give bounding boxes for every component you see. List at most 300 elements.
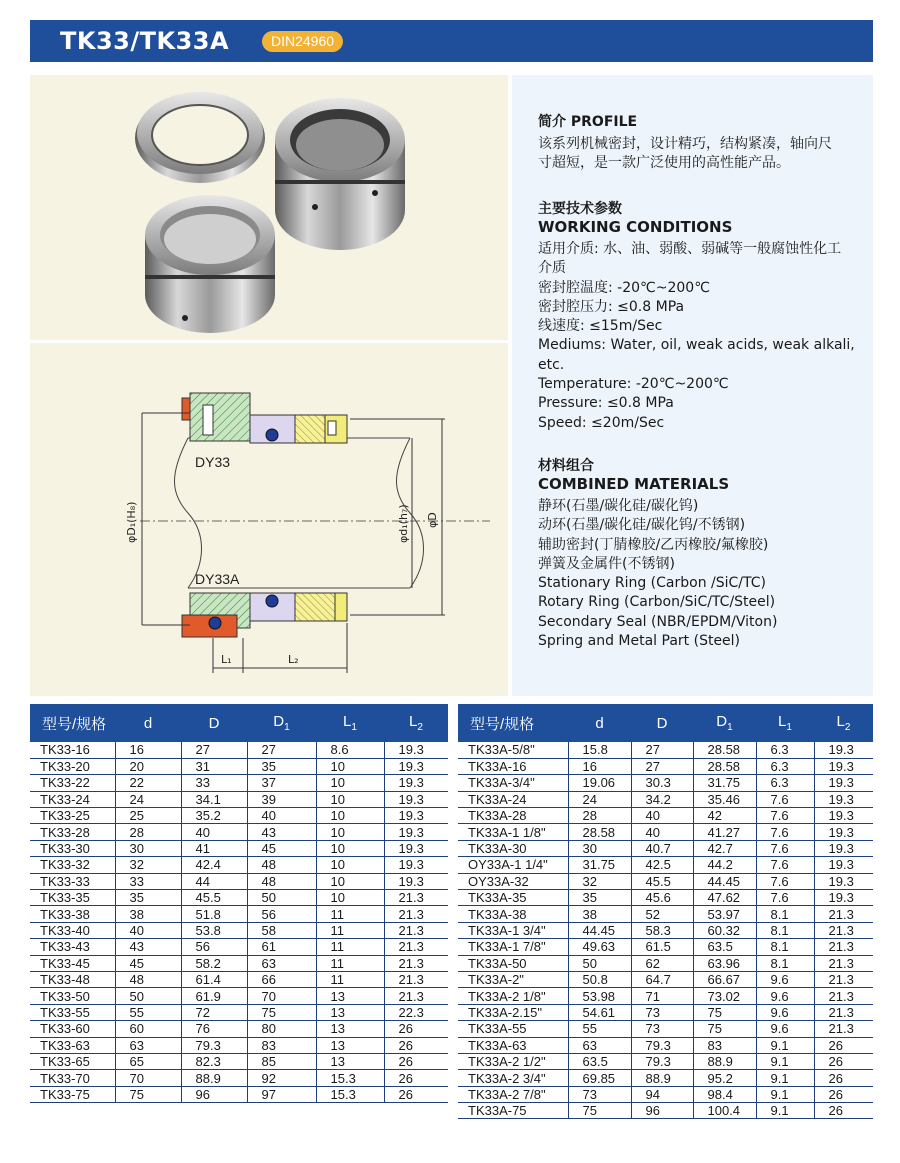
table-cell: 30.3 — [631, 775, 693, 791]
table-cell: 43 — [247, 824, 316, 840]
table-cell: 53.8 — [181, 922, 247, 938]
table-cell: 51.8 — [181, 906, 247, 922]
table-cell: 21.3 — [814, 1021, 873, 1037]
table-cell: 21.3 — [384, 955, 448, 971]
table-cell: 48 — [115, 971, 181, 987]
table-row — [458, 808, 873, 824]
profile-line-2: 寸超短，是一款广泛使用的高性能产品。 — [538, 155, 790, 172]
table-cell: TK33-45 — [30, 955, 115, 971]
materials-heading-en: COMBINED MATERIALS — [538, 475, 730, 493]
table-cell: 21.3 — [814, 1004, 873, 1020]
table-cell: 40.7 — [631, 840, 693, 856]
table-cell: 6.3 — [756, 758, 814, 774]
table-cell: 26 — [384, 1053, 448, 1069]
table-row — [30, 955, 448, 971]
table-cell: 15.3 — [316, 1070, 384, 1086]
working-line-8: Temperature: -20℃~200℃ — [538, 376, 729, 393]
table-cell: TK33A-2 3/4" — [458, 1070, 568, 1086]
table-cell: 9.6 — [756, 1004, 814, 1020]
column-header: $L_1$ — [316, 704, 384, 742]
table-cell: TK33-65 — [30, 1053, 115, 1069]
table-row — [30, 758, 448, 774]
table-cell: 26 — [384, 1037, 448, 1053]
table-cell: 6.3 — [756, 775, 814, 791]
table-cell: 34.2 — [631, 791, 693, 807]
materials-line-6: Rotary Ring (Carbon/SiC/TC/Steel) — [538, 594, 776, 611]
table-cell: 21.3 — [814, 906, 873, 922]
table-cell: 21.3 — [814, 955, 873, 971]
table-cell: 26 — [384, 1021, 448, 1037]
table-cell: TK33-28 — [30, 824, 115, 840]
table-cell: 30 — [115, 840, 181, 856]
table-cell: OY33A-32 — [458, 873, 568, 889]
table-cell: 26 — [814, 1037, 873, 1053]
table-cell: 50 — [115, 988, 181, 1004]
table-cell: 10 — [316, 857, 384, 873]
column-header: 型号/规格 — [458, 704, 568, 742]
table-body — [458, 742, 873, 1119]
table-row — [30, 742, 448, 758]
working-line-5: 线速度: ≤15m/Sec — [538, 318, 663, 335]
profile-section — [538, 113, 832, 174]
table-cell: 21.3 — [384, 971, 448, 987]
table-cell: 55 — [568, 1021, 631, 1037]
table-cell: 10 — [316, 873, 384, 889]
rotary-ring-image — [145, 195, 275, 333]
table-cell: 9.6 — [756, 971, 814, 987]
table-cell: 97 — [247, 1086, 316, 1102]
table-cell: 35 — [247, 758, 316, 774]
table-cell: 24 — [115, 791, 181, 807]
table-cell: 21.3 — [814, 988, 873, 1004]
table-cell: 40 — [631, 824, 693, 840]
table-cell: TK33A-75 — [458, 1103, 568, 1119]
table-row — [458, 742, 873, 758]
table-cell: 28.58 — [693, 742, 756, 758]
table-cell: 62 — [631, 955, 693, 971]
table-cell: 32 — [115, 857, 181, 873]
table-row — [30, 922, 448, 938]
table-cell: TK33-25 — [30, 808, 115, 824]
table-cell: 45 — [115, 955, 181, 971]
table-cell: 11 — [316, 955, 384, 971]
table-cell: 64.7 — [631, 971, 693, 987]
table-cell: 7.6 — [756, 857, 814, 873]
column-header: d — [115, 704, 181, 742]
table-cell: 8.1 — [756, 939, 814, 955]
table-row — [458, 1053, 873, 1069]
table-cell: 50.8 — [568, 971, 631, 987]
table-cell: 8.1 — [756, 906, 814, 922]
table-cell: OY33A-1 1/4" — [458, 857, 568, 873]
top-seal-section — [182, 393, 347, 443]
table-cell: 60.32 — [693, 922, 756, 938]
table-row — [30, 808, 448, 824]
materials-line-7: Secondary Seal (NBR/EPDM/Viton) — [538, 613, 778, 630]
table-cell: 35 — [115, 890, 181, 906]
table-cell: 33 — [115, 873, 181, 889]
table-cell: 31.75 — [693, 775, 756, 791]
table-cell: 63 — [115, 1037, 181, 1053]
table-cell: 73 — [631, 1004, 693, 1020]
table-cell: TK33A-1 1/8" — [458, 824, 568, 840]
table-row — [458, 955, 873, 971]
table-cell: 7.6 — [756, 808, 814, 824]
table-cell: 49.63 — [568, 939, 631, 955]
table-cell: 75 — [568, 1103, 631, 1119]
column-header: d — [568, 704, 631, 742]
table-cell: 65 — [115, 1053, 181, 1069]
table-row — [458, 1037, 873, 1053]
table-cell: 19.3 — [814, 873, 873, 889]
product-photo — [30, 75, 508, 340]
l2-dimension: L₂ — [288, 653, 299, 666]
table-cell: 63.5 — [693, 939, 756, 955]
table-row — [30, 857, 448, 873]
table-cell: 58.3 — [631, 922, 693, 938]
table-cell: 26 — [814, 1053, 873, 1069]
table-row — [458, 1103, 873, 1119]
table-cell: 10 — [316, 758, 384, 774]
table-cell: TK33A-30 — [458, 840, 568, 856]
table-row — [30, 988, 448, 1004]
table-cell: 6.3 — [756, 742, 814, 758]
table-cell: 73 — [631, 1021, 693, 1037]
table-cell: 53.98 — [568, 988, 631, 1004]
table-cell: 24 — [568, 791, 631, 807]
table-cell: 11 — [316, 971, 384, 987]
table-cell: TK33A-38 — [458, 906, 568, 922]
table-cell: TK33A-55 — [458, 1021, 568, 1037]
table-cell: 13 — [316, 988, 384, 1004]
table-body — [30, 742, 448, 1103]
table-cell: TK33A-50 — [458, 955, 568, 971]
table-cell: TK33A-35 — [458, 890, 568, 906]
table-cell: 21.3 — [384, 906, 448, 922]
column-header: 型号/规格 — [30, 704, 115, 742]
table-cell: 45.6 — [631, 890, 693, 906]
table-cell: 28 — [115, 824, 181, 840]
table-row — [458, 824, 873, 840]
table-cell: 56 — [247, 906, 316, 922]
table-cell: 26 — [814, 1086, 873, 1102]
table-cell: 21.3 — [384, 939, 448, 955]
table-row — [30, 971, 448, 987]
materials-line-3: 辅助密封(丁腈橡胶/乙丙橡胶/氟橡胶) — [538, 536, 769, 553]
working-heading-en: WORKING CONDITIONS — [538, 218, 733, 236]
table-cell: 8.6 — [316, 742, 384, 758]
table-cell: 83 — [693, 1037, 756, 1053]
table-row — [30, 824, 448, 840]
table-cell: 61.5 — [631, 939, 693, 955]
table-cell: 73 — [568, 1086, 631, 1102]
table-cell: TK33-60 — [30, 1021, 115, 1037]
table-cell: TK33-35 — [30, 890, 115, 906]
table-cell: TK33A-2 7/8" — [458, 1086, 568, 1102]
table-cell: 100.4 — [693, 1103, 756, 1119]
table-cell: TK33A-2" — [458, 971, 568, 987]
table-cell: 80 — [247, 1021, 316, 1037]
table-cell: 19.3 — [384, 775, 448, 791]
materials-line-1: 静环(石墨/碳化硅/碳化钨) — [538, 498, 699, 514]
table-cell: 53.97 — [693, 906, 756, 922]
working-line-6: Mediums: Water, oil, weak acids, weak alkali, — [538, 337, 855, 354]
table-row — [458, 873, 873, 889]
table-row — [458, 1004, 873, 1020]
table-cell: 25 — [115, 808, 181, 824]
table-cell: 55 — [115, 1004, 181, 1020]
table-cell: 10 — [316, 890, 384, 906]
d1-h7-dimension: φd₁(h₇) — [397, 504, 410, 543]
dy33a-label: DY33A — [195, 571, 240, 587]
spec-text-panel — [512, 75, 873, 696]
table-cell: 66.67 — [693, 971, 756, 987]
table-cell: 32 — [568, 873, 631, 889]
table-cell: 52 — [631, 906, 693, 922]
table-cell: 10 — [316, 775, 384, 791]
table-cell: 19.3 — [814, 857, 873, 873]
table-cell: 16 — [568, 758, 631, 774]
table-cell: 35 — [568, 890, 631, 906]
table-cell: 41.27 — [693, 824, 756, 840]
table-cell: TK33-20 — [30, 758, 115, 774]
column-header: $D_1$ — [247, 704, 316, 742]
table-cell: 27 — [631, 758, 693, 774]
table-cell: 40 — [181, 824, 247, 840]
table-row — [30, 1004, 448, 1020]
table-cell: 19.3 — [814, 890, 873, 906]
table-cell: 88.9 — [181, 1070, 247, 1086]
table-cell: 21.3 — [384, 890, 448, 906]
table-cell: 61.9 — [181, 988, 247, 1004]
table-cell: 83 — [247, 1037, 316, 1053]
materials-line-5: Stationary Ring (Carbon /SiC/TC) — [538, 575, 766, 592]
table-row — [458, 971, 873, 987]
table-row — [30, 873, 448, 889]
table-cell: 13 — [316, 1053, 384, 1069]
table-cell: 56 — [181, 939, 247, 955]
table-cell: 27 — [181, 742, 247, 758]
materials-line-2: 动环(石墨/碳化硅/碳化钨/不锈钢) — [538, 517, 746, 534]
table-cell: 22 — [115, 775, 181, 791]
table-row — [458, 840, 873, 856]
table-cell: 35.46 — [693, 791, 756, 807]
table-cell: 44.45 — [568, 922, 631, 938]
table-cell: 85 — [247, 1053, 316, 1069]
table-cell: 21.3 — [814, 971, 873, 987]
table-row — [458, 1086, 873, 1102]
table-cell: TK33-40 — [30, 922, 115, 938]
table-cell: 7.6 — [756, 873, 814, 889]
column-header: $L_2$ — [384, 704, 448, 742]
working-line-2: 介质 — [538, 260, 566, 277]
standard-badge: DIN24960 — [262, 31, 343, 52]
table-cell: 42.5 — [631, 857, 693, 873]
table-cell: 11 — [316, 939, 384, 955]
table-cell: 19.3 — [384, 857, 448, 873]
profile-heading-cn: 简介 — [538, 114, 566, 130]
table-cell: 15.8 — [568, 742, 631, 758]
table-cell: 73.02 — [693, 988, 756, 1004]
table-row — [30, 1021, 448, 1037]
table-cell: 96 — [631, 1103, 693, 1119]
table-cell: TK33-38 — [30, 906, 115, 922]
table-cell: 9.1 — [756, 1086, 814, 1102]
table-cell: 79.3 — [631, 1037, 693, 1053]
table-cell: TK33A-5/8" — [458, 742, 568, 758]
table-cell: 70 — [115, 1070, 181, 1086]
table-cell: 63.96 — [693, 955, 756, 971]
table-cell: 7.6 — [756, 840, 814, 856]
table-cell: 26 — [384, 1070, 448, 1086]
table-cell: 8.1 — [756, 922, 814, 938]
table-row — [30, 1053, 448, 1069]
table-row — [30, 775, 448, 791]
title-bar — [30, 20, 873, 62]
table-cell: TK33A-2.15" — [458, 1004, 568, 1020]
table-cell: 48 — [247, 857, 316, 873]
tk33-size-table — [30, 704, 448, 1103]
table-row — [458, 758, 873, 774]
table-cell: 45.5 — [631, 873, 693, 889]
working-line-3: 密封腔温度: -20℃~200℃ — [538, 279, 710, 296]
table-cell: 76 — [181, 1021, 247, 1037]
table-cell: 44.2 — [693, 857, 756, 873]
column-header: D — [631, 704, 693, 742]
table-cell: 19.3 — [384, 791, 448, 807]
table-cell: TK33A-24 — [458, 791, 568, 807]
table-cell: 19.3 — [384, 873, 448, 889]
table-cell: 19.3 — [384, 808, 448, 824]
page-title: TK33/TK33A — [60, 27, 230, 55]
table-cell: 10 — [316, 791, 384, 807]
table-cell: 28.58 — [693, 758, 756, 774]
table-row — [30, 791, 448, 807]
table-cell: 75 — [693, 1004, 756, 1020]
table-cell: TK33A-1 3/4" — [458, 922, 568, 938]
table-cell: 48 — [247, 873, 316, 889]
table-cell: 96 — [181, 1086, 247, 1102]
table-cell: 31.75 — [568, 857, 631, 873]
table-cell: 13 — [316, 1037, 384, 1053]
table-cell: 82.3 — [181, 1053, 247, 1069]
table-cell: TK33-43 — [30, 939, 115, 955]
table-cell: TK33-75 — [30, 1086, 115, 1102]
technical-drawing-panel — [30, 343, 508, 696]
table-cell: 39 — [247, 791, 316, 807]
table-cell: 26 — [814, 1070, 873, 1086]
table-header-row — [458, 704, 873, 742]
table-cell: 28 — [568, 808, 631, 824]
table-row — [30, 840, 448, 856]
table-cell: 26 — [384, 1086, 448, 1102]
l1-dimension: L₁ — [221, 653, 232, 666]
column-header: $L_2$ — [814, 704, 873, 742]
column-header: $L_1$ — [756, 704, 814, 742]
working-line-10: Speed: ≤20m/Sec — [538, 414, 665, 431]
table-cell: TK33A-63 — [458, 1037, 568, 1053]
table-row — [30, 939, 448, 955]
table-row — [458, 775, 873, 791]
table-cell: 40 — [115, 922, 181, 938]
table-cell: 44 — [181, 873, 247, 889]
table-cell: 21.3 — [814, 922, 873, 938]
table-cell: 41 — [181, 840, 247, 856]
table-cell: TK33-50 — [30, 988, 115, 1004]
table-cell: TK33-30 — [30, 840, 115, 856]
profile-heading-en: PROFILE — [570, 114, 638, 130]
table-cell: 75 — [115, 1086, 181, 1102]
table-row — [458, 988, 873, 1004]
table-cell: 27 — [247, 742, 316, 758]
table-cell: TK33A-1 7/8" — [458, 939, 568, 955]
table-cell: 9.1 — [756, 1103, 814, 1119]
table-cell: 34.1 — [181, 791, 247, 807]
table-row — [458, 922, 873, 938]
table-cell: 19.3 — [814, 742, 873, 758]
table-cell: 9.1 — [756, 1053, 814, 1069]
table-cell: 27 — [631, 742, 693, 758]
table-row — [30, 890, 448, 906]
table-cell: 8.1 — [756, 955, 814, 971]
stationary-ring-image — [135, 92, 265, 183]
table-cell: 13 — [316, 1004, 384, 1020]
table-cell: TK33A-16 — [458, 758, 568, 774]
table-row — [458, 939, 873, 955]
table-cell: 19.3 — [814, 824, 873, 840]
working-line-7: etc. — [538, 356, 565, 373]
table-cell: 58.2 — [181, 955, 247, 971]
d1-h8-dimension: φD₁(H₈) — [125, 501, 138, 543]
table-cell: 13 — [316, 1021, 384, 1037]
table-cell: 21.3 — [814, 939, 873, 955]
table-cell: 26 — [814, 1103, 873, 1119]
table-cell: 19.3 — [814, 775, 873, 791]
combined-materials-section — [538, 457, 777, 651]
working-line-4: 密封腔压力: ≤0.8 MPa — [538, 298, 685, 315]
table-cell: TK33A-28 — [458, 808, 568, 824]
table-cell: 88.9 — [693, 1053, 756, 1069]
table-cell: 19.3 — [384, 840, 448, 856]
table-cell: 35.2 — [181, 808, 247, 824]
table-header-row — [30, 704, 448, 742]
table-cell: 19.3 — [814, 758, 873, 774]
working-conditions-section — [538, 200, 855, 433]
table-cell: 75 — [247, 1004, 316, 1020]
table-cell: 7.6 — [756, 791, 814, 807]
table-row — [30, 1070, 448, 1086]
table-cell: TK33-48 — [30, 971, 115, 987]
table-cell: 30 — [568, 840, 631, 856]
table-cell: TK33-63 — [30, 1037, 115, 1053]
table-cell: 7.6 — [756, 890, 814, 906]
table-cell: 19.3 — [814, 808, 873, 824]
table-cell: 9.1 — [756, 1070, 814, 1086]
table-cell: 63.5 — [568, 1053, 631, 1069]
table-cell: 10 — [316, 840, 384, 856]
dy33-label: DY33 — [195, 454, 231, 470]
table-cell: 60 — [115, 1021, 181, 1037]
table-cell: 19.3 — [384, 758, 448, 774]
table-cell: 31 — [181, 758, 247, 774]
table-cell: 42.4 — [181, 857, 247, 873]
table-cell: 11 — [316, 922, 384, 938]
table-cell: 38 — [568, 906, 631, 922]
product-photo-panel — [30, 75, 508, 340]
table-cell: 28.58 — [568, 824, 631, 840]
table-row — [458, 791, 873, 807]
table-cell: 58 — [247, 922, 316, 938]
